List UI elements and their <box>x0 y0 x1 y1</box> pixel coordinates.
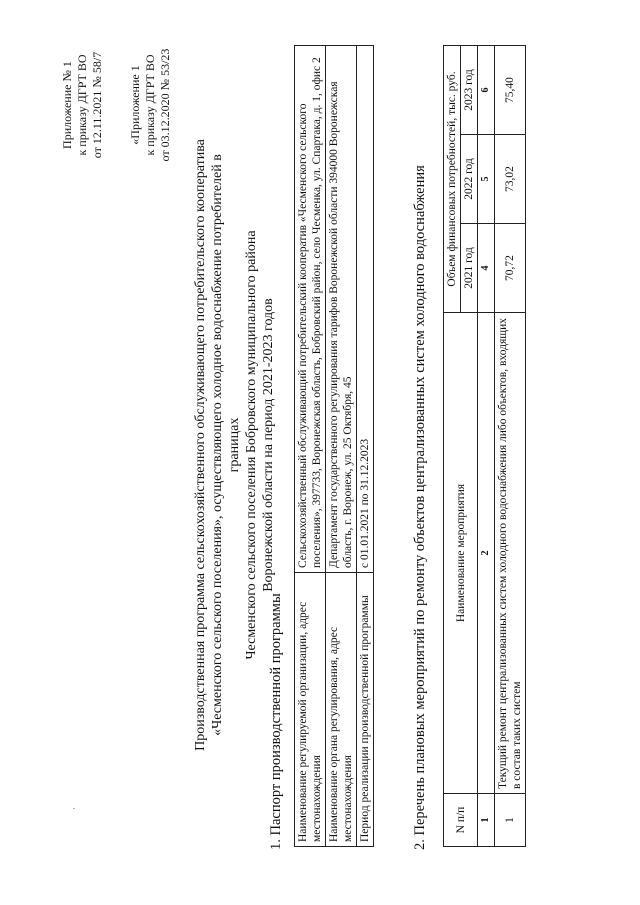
appendix-1-header <box>60 40 105 170</box>
passport-value: Департамент государственного регулирования тарифов Воронежской области 394000 Воронежская область, г. Воронеж, ул. 25 Октября, 45 <box>326 46 357 573</box>
appendix-2-line: «Приложение 1 <box>128 65 142 145</box>
table-header-row <box>444 46 461 847</box>
appendix-2-line: от 03.12.2020 № 53/23 <box>158 48 172 162</box>
plan-table <box>443 45 526 847</box>
row-num: 1 <box>495 794 526 847</box>
table-row <box>326 46 357 847</box>
passport-table <box>294 45 374 847</box>
passport-key: Наименование органа регулирования, адрес местонахождения <box>326 573 357 847</box>
appendix-1-line: к приказу ДГРТ ВО <box>75 54 89 156</box>
index-cell: 2 <box>478 313 495 794</box>
year-header: 2022 год <box>461 135 478 224</box>
table-row <box>357 46 374 847</box>
passport-key: Наименование регулируемой организации, адрес местонахождения <box>295 573 326 847</box>
passport-key: Период реализации производственной программы <box>357 573 374 847</box>
passport-value: с 01.01.2021 по 31.12.2023 <box>357 46 374 573</box>
appendix-1-line: от 12.11.2021 № 58/7 <box>90 51 104 159</box>
passport-value: Сельскохозяйственный обслуживающий потребительский кооператив «Чесменского сельского поселения», 397733, Воронежская область, Бобровский район, село Чесменка, ул. Спартака, д. 1, офис 2 <box>295 46 326 573</box>
section-1-heading: 1. Паспорт производственной программы <box>268 593 284 850</box>
table-row <box>295 46 326 847</box>
title-line: «Чесменского сельского поселения», осуществляющего холодное водоснабжение потребителей в границах <box>210 154 242 736</box>
appendix-1-line: Приложение № 1 <box>60 61 74 149</box>
title-line: Производственная программа сельскохозяйственного обслуживающего потребительского кооператива <box>193 139 208 751</box>
col-name-header: Наименование мероприятия <box>444 313 478 794</box>
appendix-2-line: к приказу ДГРТ ВО <box>143 54 157 156</box>
appendix-2-header <box>128 40 173 170</box>
table-row <box>495 46 526 847</box>
value-2021: 70,72 <box>495 224 526 313</box>
row-name: Текущий ремонт централизованных систем холодного водоснабжения либо объектов, входящих в состав таких систем <box>495 313 526 794</box>
title-line: Воронежской области на период 2021-2023 годов <box>261 298 276 592</box>
value-2023: 75,40 <box>495 46 526 135</box>
table-index-row <box>478 46 495 847</box>
year-header: 2023 год <box>461 46 478 135</box>
section-2-heading: 2. Перечень плановых мероприятий по ремонту объектов централизованных систем холодного водоснабжения <box>412 165 428 850</box>
index-cell: 4 <box>478 224 495 313</box>
value-2022: 73,02 <box>495 135 526 224</box>
col-num-header: N п/п <box>444 794 478 847</box>
document-title <box>192 135 277 755</box>
title-line: Чесменского сельского поселения Бобровского муниципального района <box>244 230 259 660</box>
scan-speck: · <box>70 807 79 810</box>
index-cell: 5 <box>478 135 495 224</box>
index-cell: 1 <box>478 794 495 847</box>
index-cell: 6 <box>478 46 495 135</box>
year-header: 2021 год <box>461 224 478 313</box>
col-volume-header: Объем финансовых потребностей, тыс. руб. <box>444 46 461 313</box>
